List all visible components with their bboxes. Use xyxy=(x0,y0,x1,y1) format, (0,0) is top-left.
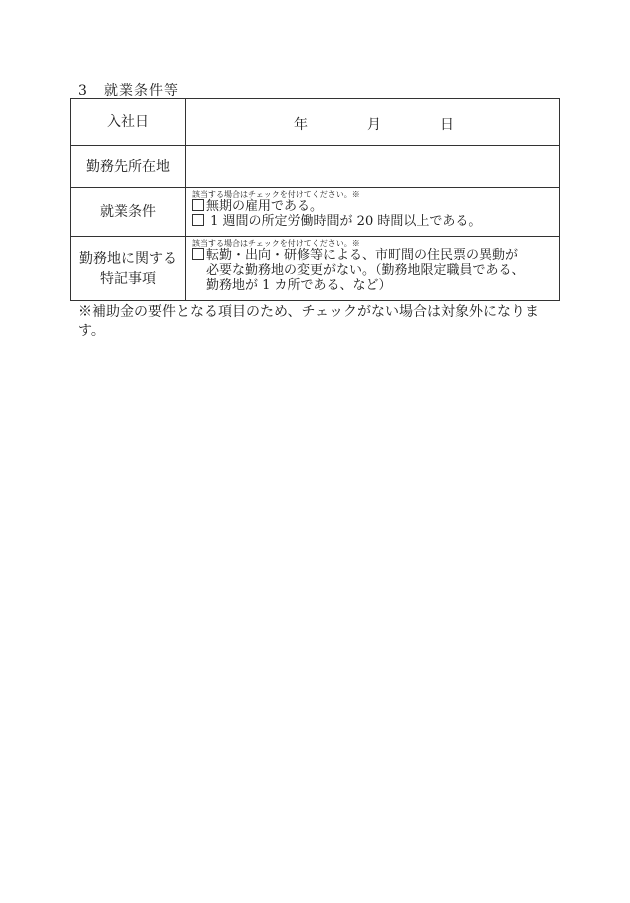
option-no-relocation-line1: 転勤・出向・研修等による、市町間の住民票の異動が xyxy=(206,248,519,263)
conditions-label: 就業条件 xyxy=(71,188,186,237)
employment-conditions-table xyxy=(70,98,560,301)
year-label: 年 xyxy=(294,116,308,133)
hire-date-field[interactable] xyxy=(186,99,560,146)
location-notes-label-line2: 特記事項 xyxy=(100,270,156,287)
location-notes-row xyxy=(71,237,560,301)
checkbox-indefinite-employment[interactable] xyxy=(192,199,204,211)
hire-date-row xyxy=(71,99,560,146)
option-no-relocation-line2: 必要な勤務地の変更がない。（勤務地限定職員である、 xyxy=(206,263,525,278)
option-weekly-hours-text: 1 週間の所定労働時間が 20 時間以上である。 xyxy=(206,214,482,229)
hire-date-label: 入社日 xyxy=(71,99,186,146)
conditions-options xyxy=(186,188,560,237)
location-notes-hint: 該当する場合はチェックを付けてください。※ xyxy=(192,239,360,248)
month-label: 月 xyxy=(367,116,381,133)
option-no-relocation-line3: 勤務地が 1 カ所である、など） xyxy=(206,278,392,293)
section-number: 3 xyxy=(78,83,88,99)
conditions-row xyxy=(71,188,560,237)
option-indefinite-employment-text: 無期の雇用である。 xyxy=(206,199,324,214)
conditions-hint: 該当する場合はチェックを付けてください。※ xyxy=(192,190,360,199)
checkbox-weekly-hours[interactable] xyxy=(192,214,204,226)
option-indefinite-employment xyxy=(192,199,559,214)
option-no-relocation xyxy=(192,248,559,263)
location-notes-options xyxy=(186,237,560,301)
section-title-text: 就業条件等 xyxy=(104,83,179,99)
location-notes-label xyxy=(71,237,186,301)
work-location-label: 勤務先所在地 xyxy=(71,146,186,188)
checkbox-no-relocation[interactable] xyxy=(192,248,204,260)
option-weekly-hours xyxy=(192,214,559,229)
section-heading xyxy=(78,80,179,100)
footnote: ※補助金の要件となる項目のため、チェックがない場合は対象外になります。 xyxy=(78,304,540,339)
work-location-row xyxy=(71,146,560,188)
work-location-field[interactable] xyxy=(186,146,560,188)
location-notes-label-line1: 勤務地に関する xyxy=(79,250,177,267)
day-label: 日 xyxy=(440,116,454,133)
